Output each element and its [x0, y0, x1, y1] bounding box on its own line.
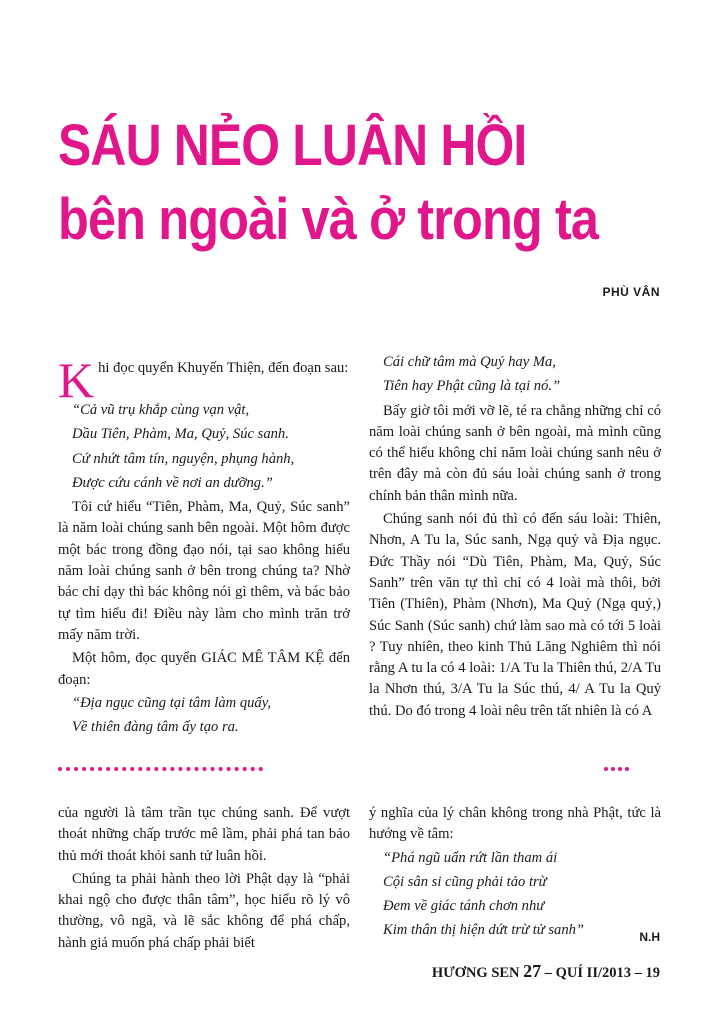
- drop-cap: K: [58, 352, 95, 408]
- article-title-line2: bên ngoài và ở trong ta: [58, 187, 599, 252]
- author-name: PHÙ VÂN: [602, 285, 660, 299]
- verse-line: Dầu Tiên, Phàm, Ma, Quỷ, Súc sanh.: [72, 426, 289, 443]
- page-footer: [432, 961, 660, 982]
- verse-line: Đem về giác tánh chơn như: [383, 898, 545, 915]
- paragraph: Bấy giờ tôi mới vỡ lẽ, té ra chẳng những chỉ có năm loài chúng sanh ở bên ngoài, mà mình cũng có thể hiểu không chỉ năm loài chúng sanh nêu ở trên đây mà còn đủ sáu loài chúng sanh ở trong chính bản thân mình nữa.: [369, 402, 661, 504]
- verse-line: Cái chữ tâm mà Quỷ hay Ma,: [383, 354, 556, 370]
- verse-line: “Cả vũ trụ khắp cùng vạn vật,: [72, 402, 250, 418]
- paragraph: Chúng ta phải hành theo lời Phật dạy là “phải khai ngộ cho được thân tâm”, học hiểu rõ lý vô thường, vô ngã, và lẽ sắc không để phá chấp, hành giả muốn phá chấp phải biết: [58, 870, 350, 951]
- verse-line: “Địa ngục cũng tại tâm làm quấy,: [72, 694, 272, 711]
- paragraph: Một hôm, đọc quyển GIÁC MÊ TÂM KỆ đến đoạn:: [58, 650, 350, 688]
- dotted-divider-left: [58, 764, 263, 771]
- issue-quarter: – QUÍ II/2013 –: [544, 965, 642, 981]
- paragraph: ý nghĩa của lý chân không trong nhà Phật, tức là hướng về tâm:: [369, 805, 661, 843]
- issue-number: 27: [523, 961, 542, 981]
- article-title-line1: SÁU NẺO LUÂN HỒI: [58, 113, 527, 178]
- paragraph: hi đọc quyển Khuyến Thiện, đến đoạn sau:: [98, 360, 349, 376]
- column-2: [369, 352, 661, 724]
- verse-line: Kim thân thị hiện dứt trừ tử sanh”: [383, 922, 585, 939]
- paragraph: Chúng sanh nói đủ thì có đến sáu loài: Thiên, Nhơn, A Tu la, Súc sanh, Ngạ quỷ và Địa ngục. Đức Thầy nói “Dù Tiên, Phàm, Ma, Quỷ, Súc Sanh” trên văn tự thì chỉ có 4 loài mà thôi, bởi Tiên (Thiên), Phàm (Nhơn), Ma Quỷ (Ngạ quỷ,) Súc Sanh (Súc sanh) chứ làm sao mà có tới 5 loài ? Tuy nhiên, theo kinh Thủ Lăng Nghiêm thì nói rằng A tu la có 4 loài: 1/A Tu la Thiên thú, 2/A Tu la Nhơn thú, 3/A Tu la Súc thú, 4/ A Tu la Quỷ thú. Do đó trong 4 loài nêu trên tất nhiên là có A: [369, 511, 661, 719]
- column-4: [369, 803, 661, 945]
- signature: N.H: [639, 930, 660, 944]
- page-number: 19: [645, 965, 660, 981]
- verse-line: Về thiên đàng tâm ấy tạo ra.: [72, 719, 239, 736]
- paragraph: của người là tâm trần tục chúng sanh. Để vượt thoát những chấp trước mê lầm, phải phá tan bảo thủ mới thoát khỏi sanh tử luân hồi.: [58, 805, 350, 864]
- verse-line: Tiên hay Phật cũng là tại nó.”: [383, 378, 561, 395]
- verse-line: Được cứu cánh về nơi an dưỡng.”: [72, 474, 273, 491]
- column-3: [58, 803, 350, 956]
- magazine-name: HƯƠNG SEN: [431, 965, 520, 981]
- dotted-divider-right: [604, 764, 629, 771]
- column-1: [58, 352, 350, 741]
- verse-line: Cứ nhứt tâm tín, nguyện, phụng hành,: [72, 450, 295, 467]
- paragraph: Tôi cứ hiểu “Tiên, Phàm, Ma, Quỷ, Súc sanh” là năm loài chúng sanh bên ngoài. Một hôm được một bác trong đồng đạo nói, tại sao không hiểu năm loài chúng sanh ở bên trong chúng ta? Nhờ bác chỉ dạy thì bác không nói gì thêm, và bác bảo tự tìm hiểu đi! Điều này làm cho mình trăn trở mấy năm trời.: [58, 499, 350, 643]
- verse-line: “Phá ngũ uẩn rứt lần tham ái: [383, 849, 558, 866]
- verse-line: Cội sân si cũng phải tảo trừ: [383, 873, 547, 890]
